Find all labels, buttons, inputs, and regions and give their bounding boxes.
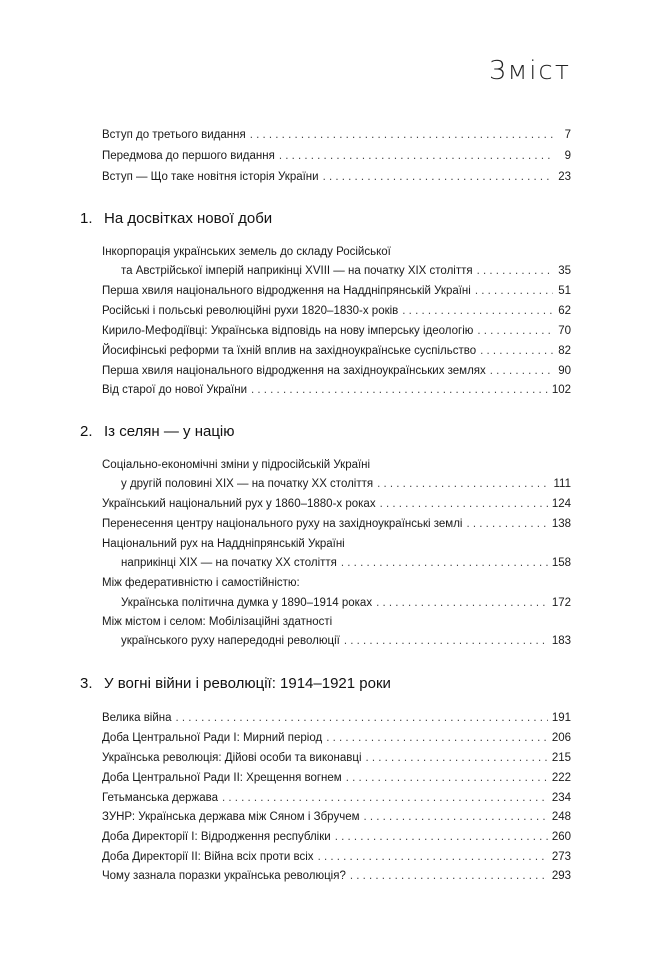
toc-entry-page: 124 xyxy=(551,498,571,510)
dot-leader xyxy=(376,596,548,610)
toc-entry[interactable] xyxy=(0,791,667,807)
toc-entry[interactable] xyxy=(0,537,667,553)
dot-leader xyxy=(251,383,548,397)
toc-entry-title: Вступ до третього видання xyxy=(102,129,246,141)
toc-entry-page: 183 xyxy=(551,635,571,647)
toc-entry-page: 51 xyxy=(558,285,571,297)
toc-entry-page: 191 xyxy=(551,712,571,724)
chapter-number: 2. xyxy=(80,423,93,440)
dot-leader xyxy=(480,344,553,358)
toc-entry-title: Національний рух на Наддніпрянській Україні xyxy=(102,538,345,550)
chapter-heading[interactable] xyxy=(80,423,235,440)
toc-entry-title: Передмова до першого видання xyxy=(102,150,275,162)
toc-entry[interactable] xyxy=(0,284,667,300)
toc-entry[interactable] xyxy=(0,304,667,320)
dot-leader xyxy=(279,149,553,163)
dot-leader xyxy=(350,869,548,883)
toc-entry-page: 82 xyxy=(558,345,571,357)
toc-entry[interactable] xyxy=(0,477,667,493)
toc-entry-title: у другій половині XIX — на початку XX століття xyxy=(121,478,374,490)
toc-entry[interactable] xyxy=(0,128,667,144)
toc-entry-title: Від старої до нової України xyxy=(102,384,247,396)
toc-entry-title: Доба Центральної Ради II: Хрещення вогнем xyxy=(102,772,342,784)
dot-leader xyxy=(380,497,548,511)
toc-entry-title: Доба Директорії II: Війна всіх проти всіх xyxy=(102,851,314,863)
toc-entry-page: 172 xyxy=(551,597,571,609)
toc-entry[interactable] xyxy=(0,830,667,846)
chapter-heading[interactable] xyxy=(80,210,272,227)
dot-leader xyxy=(222,791,548,805)
toc-entry[interactable] xyxy=(0,324,667,340)
dot-leader xyxy=(318,850,548,864)
toc-entry[interactable] xyxy=(0,869,667,885)
toc-entry-title: наприкінці XIX — на початку XX століття xyxy=(121,557,337,569)
toc-entry[interactable] xyxy=(0,731,667,747)
chapter-title: На досвітках нової доби xyxy=(104,210,273,227)
toc-entry-title: Соціально-економічні зміни у підросійській Україні xyxy=(102,459,371,471)
toc-entry[interactable] xyxy=(0,850,667,866)
toc-entry[interactable] xyxy=(0,458,667,474)
toc-entry-title: Українська революція: Дійові особи та виконавці xyxy=(102,752,362,764)
dot-leader xyxy=(346,771,548,785)
dot-leader xyxy=(477,324,553,338)
chapter-number: 3. xyxy=(80,675,93,692)
toc-entry-page: 90 xyxy=(558,365,571,377)
toc-entry-title: Йосифінські реформи та їхній вплив на західноукраїнське суспільство xyxy=(102,345,477,357)
toc-entry[interactable] xyxy=(0,170,667,186)
toc-entry-page: 215 xyxy=(551,752,571,764)
dot-leader xyxy=(250,128,553,142)
toc-entry[interactable] xyxy=(0,771,667,787)
toc-entry-page: 138 xyxy=(551,518,571,530)
toc-entry-page: 222 xyxy=(551,772,571,784)
toc-entry-title: Доба Центральної Ради I: Мирний період xyxy=(102,732,323,744)
toc-entry-page: 234 xyxy=(551,792,571,804)
toc-entry-page: 293 xyxy=(551,870,571,882)
toc-entry-page: 248 xyxy=(551,811,571,823)
toc-entry-title: Гетьманська держава xyxy=(102,792,218,804)
toc-entry-page: 102 xyxy=(551,384,571,396)
toc-entry-title: Український національний рух у 1860–1880-х роках xyxy=(102,498,376,510)
toc-entry-title: Між федеративністю і самостійністю: xyxy=(102,577,300,589)
toc-entry-page: 206 xyxy=(551,732,571,744)
chapter-number: 1. xyxy=(80,210,93,227)
chapter-heading[interactable] xyxy=(80,675,391,692)
toc-entry[interactable] xyxy=(0,344,667,360)
toc-entry[interactable] xyxy=(0,810,667,826)
toc-entry[interactable] xyxy=(0,517,667,533)
dot-leader xyxy=(341,556,548,570)
toc-entry[interactable] xyxy=(0,751,667,767)
toc-entry[interactable] xyxy=(0,634,667,650)
dot-leader xyxy=(366,751,548,765)
dot-leader xyxy=(344,634,548,648)
toc-entry-title: Велика війна xyxy=(102,712,172,724)
toc-entry-title: Між містом і селом: Мобілізаційні здатності xyxy=(102,616,333,628)
dot-leader xyxy=(326,731,548,745)
toc-entry[interactable] xyxy=(0,596,667,612)
toc-entry[interactable] xyxy=(0,364,667,380)
toc-entry-page: 7 xyxy=(564,129,571,141)
toc-entry-title: Українська політична думка у 1890–1914 роках xyxy=(121,597,373,609)
toc-entry[interactable] xyxy=(0,615,667,631)
dot-leader xyxy=(466,517,547,531)
toc-entry[interactable] xyxy=(0,264,667,280)
toc-entry-page: 62 xyxy=(558,305,571,317)
toc-entry-title: Перша хвиля національного відродження на західноукраїнських землях xyxy=(102,365,486,377)
toc-entry[interactable] xyxy=(0,149,667,165)
dot-leader xyxy=(475,284,553,298)
toc-entry-title: ЗУНР: Українська держава між Сяном і Збручем xyxy=(102,811,360,823)
toc-entry-page: 35 xyxy=(558,265,571,277)
dot-leader xyxy=(490,364,553,378)
toc-entry[interactable] xyxy=(0,556,667,572)
toc-entry-title: Перенесення центру національного руху на західноукраїнські землі xyxy=(102,518,463,530)
dot-leader xyxy=(377,477,549,491)
toc-entry-title: Російські і польські революційні рухи 1820–1830-х років xyxy=(102,305,399,317)
toc-entry[interactable] xyxy=(0,383,667,399)
toc-entry[interactable] xyxy=(0,245,667,261)
dot-leader xyxy=(477,264,553,278)
toc-entry-title: та Австрійської імперій наприкінці XVIII — на початку XIX століття xyxy=(121,265,473,277)
toc-entry-page: 23 xyxy=(558,171,571,183)
toc-entry-page: 158 xyxy=(551,557,571,569)
toc-entry-title: Доба Директорії I: Відродження республіки xyxy=(102,831,331,843)
dot-leader xyxy=(364,810,548,824)
toc-entry-title: Чому зазнала поразки українська революція? xyxy=(102,870,346,882)
toc-entry-title: Інкорпорація українських земель до складу Російської xyxy=(102,246,391,258)
toc-entry-page: 260 xyxy=(551,831,571,843)
chapter-title: У вогні війни і революції: 1914–1921 роки xyxy=(104,675,391,692)
dot-leader xyxy=(402,304,553,318)
dot-leader xyxy=(335,830,548,844)
chapter-title: Із селян — у націю xyxy=(104,423,235,440)
toc-entry-page: 273 xyxy=(551,851,571,863)
dot-leader xyxy=(176,711,548,725)
page-title: Зміст xyxy=(489,56,571,86)
toc-entry-title: Кирило-Мефодіївці: Українська відповідь на нову імперську ідеологію xyxy=(102,325,474,337)
toc-entry[interactable] xyxy=(0,497,667,513)
toc-entry-title: українського руху напередодні революції xyxy=(121,635,340,647)
toc-entry[interactable] xyxy=(0,711,667,727)
toc-entry-page: 111 xyxy=(553,478,571,490)
dot-leader xyxy=(323,170,553,184)
toc-entry-title: Вступ — Що таке новітня історія України xyxy=(102,171,319,183)
toc-entry-title: Перша хвиля національного відродження на Наддніпрянській Україні xyxy=(102,285,471,297)
toc-entry-page: 9 xyxy=(564,150,571,162)
toc-entry[interactable] xyxy=(0,576,667,592)
toc-entry-page: 70 xyxy=(558,325,571,337)
